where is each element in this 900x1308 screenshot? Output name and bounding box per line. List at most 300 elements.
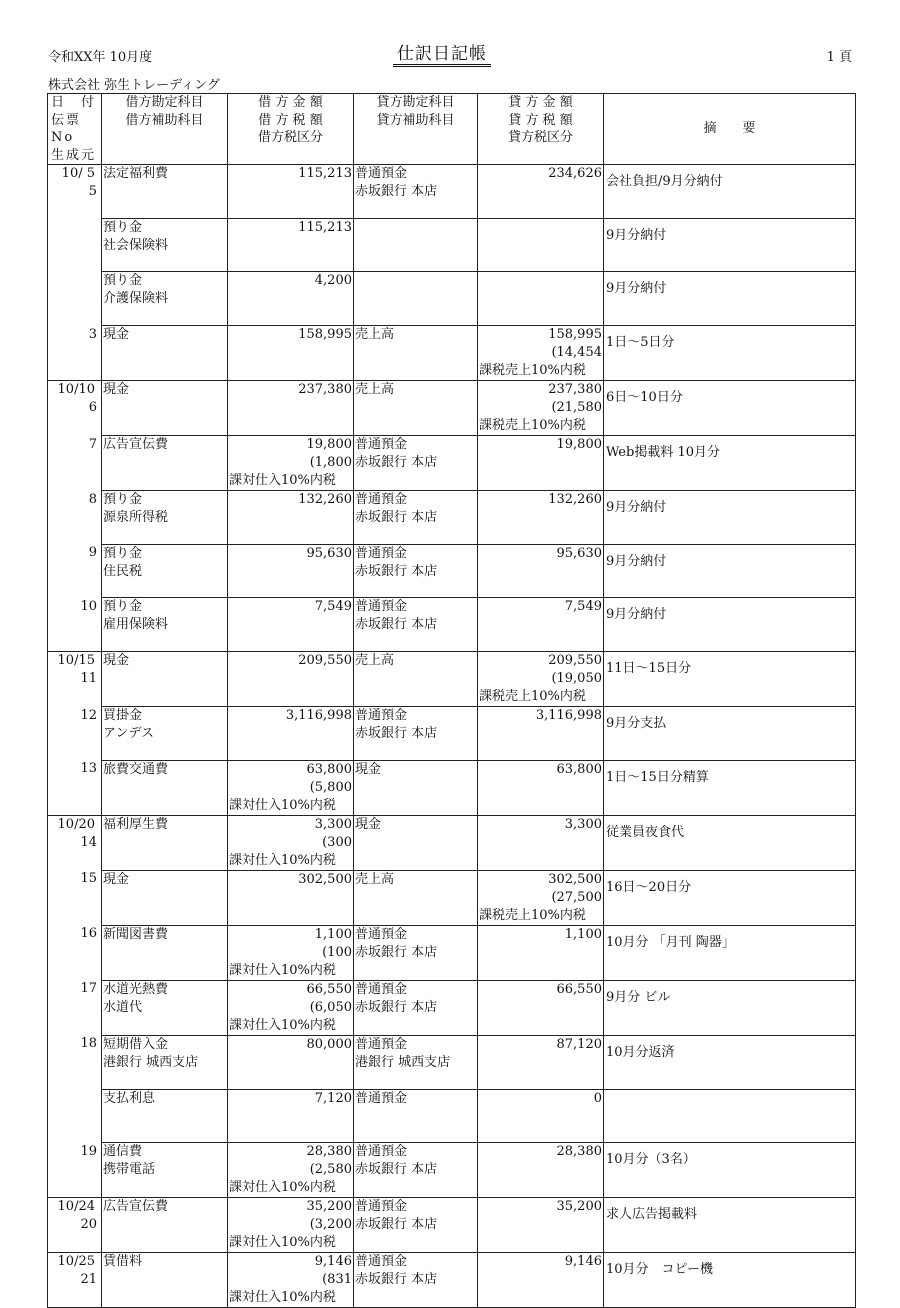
credit-amount-cell — [478, 1089, 604, 1143]
credit-amount: 237,380 — [548, 382, 602, 398]
debit-amount: 4,200 — [314, 273, 352, 289]
credit-account: 普通預金 — [355, 1036, 408, 1052]
memo-text: 10月分（3名） — [606, 1152, 696, 1168]
debit-amount: 63,800 — [306, 761, 352, 777]
header-date-label: 日 付 — [51, 95, 97, 110]
slip-number: 6 — [88, 400, 97, 416]
debit-amount-cell — [228, 491, 354, 545]
credit-account: 売上高 — [355, 382, 395, 398]
credit-account-cell — [354, 381, 478, 436]
table-row — [48, 1089, 856, 1143]
credit-account: 普通預金 — [355, 599, 408, 615]
credit-account-cell — [354, 760, 478, 815]
credit-account-cell — [354, 1198, 478, 1253]
memo-cell — [604, 1143, 856, 1198]
debit-tax-class: 課対仕入10%内税 — [229, 473, 336, 489]
debit-amount-cell — [228, 1143, 354, 1198]
debit-tax: (100 — [322, 944, 352, 960]
table-row — [48, 652, 856, 707]
debit-account-cell — [102, 544, 228, 598]
date-cell — [48, 598, 102, 652]
credit-tax-class: 課税売上10%内税 — [479, 418, 586, 434]
debit-account: 現金 — [103, 382, 130, 398]
credit-account-cell — [354, 980, 478, 1035]
debit-account-cell — [102, 980, 228, 1035]
debit-amount: 7,549 — [314, 599, 352, 615]
date-cell — [48, 760, 102, 815]
date-cell — [48, 436, 102, 491]
table-header-row — [48, 94, 856, 165]
debit-account: 預り金 — [103, 545, 143, 561]
debit-amount: 80,000 — [306, 1036, 352, 1052]
memo-text — [604, 1090, 855, 1098]
header-memo-label: 摘 要 — [703, 121, 756, 137]
credit-amount: 209,550 — [548, 653, 602, 669]
debit-amount: 95,630 — [306, 545, 352, 561]
header-memo — [604, 94, 856, 165]
credit-amount: 158,995 — [548, 327, 602, 343]
credit-sub-account: 赤坂銀行 本店 — [355, 1162, 438, 1178]
date-cell — [48, 381, 102, 436]
debit-amount: 3,116,998 — [285, 708, 352, 724]
header-credit-account — [354, 94, 478, 165]
debit-account: 広告宣伝費 — [103, 437, 169, 453]
slip-number: 10 — [80, 598, 97, 614]
credit-account-cell — [354, 870, 478, 925]
debit-amount-cell — [228, 218, 354, 272]
date-cell — [48, 1035, 102, 1089]
credit-account: 普通預金 — [355, 492, 408, 508]
debit-amount: 302,500 — [298, 871, 352, 887]
header-date — [48, 94, 102, 165]
debit-account: 新聞図書費 — [103, 926, 169, 942]
debit-amount-cell — [228, 1089, 354, 1143]
credit-sub-account: 赤坂銀行 本店 — [355, 726, 438, 742]
credit-amount: 0 — [593, 1090, 602, 1106]
credit-account-cell — [354, 1253, 478, 1308]
debit-amount: 115,213 — [298, 166, 352, 181]
credit-sub-account: 赤坂銀行 本店 — [355, 510, 438, 526]
credit-amount: 9,146 — [564, 1254, 602, 1270]
journal-body — [48, 165, 856, 1308]
memo-text: 6日～10日分 — [606, 390, 683, 406]
debit-amount-cell — [228, 925, 354, 980]
debit-sub-account: 介護保険料 — [103, 291, 169, 307]
header-slip-label: 伝票No — [51, 112, 82, 145]
debit-tax-class: 課対仕入10%内税 — [229, 962, 336, 978]
company-name: 株式会社 弥生トレーディング — [48, 78, 220, 93]
credit-tax: (27,500 — [551, 889, 602, 905]
table-row — [48, 165, 856, 219]
header-credit-amount-label: 貸 方 金 額 — [508, 95, 573, 110]
memo-cell — [604, 598, 856, 652]
memo-cell — [604, 925, 856, 980]
credit-account-cell — [354, 652, 478, 707]
credit-sub-account: 赤坂銀行 本店 — [355, 1272, 438, 1288]
debit-account: 現金 — [103, 653, 130, 669]
credit-account-cell — [354, 218, 478, 272]
entry-date: 10/10 — [57, 382, 95, 398]
credit-account: 普通預金 — [355, 437, 408, 453]
debit-account: 広告宣伝費 — [103, 1199, 169, 1215]
header-debit-amount — [228, 94, 354, 165]
credit-amount-cell — [478, 436, 604, 491]
credit-account: 売上高 — [355, 327, 395, 343]
memo-text: 10月分返済 — [606, 1044, 675, 1060]
slip-number: 21 — [80, 1272, 97, 1288]
debit-amount-cell — [228, 598, 354, 652]
date-cell — [48, 925, 102, 980]
debit-amount-cell — [228, 1198, 354, 1253]
debit-tax-class: 課対仕入10%内税 — [229, 1290, 336, 1306]
header-credit-taxclass-label: 貸方税区分 — [507, 130, 573, 145]
slip-number: 3 — [88, 326, 97, 342]
credit-sub-account: 赤坂銀行 本店 — [355, 1217, 438, 1233]
memo-cell — [604, 1253, 856, 1308]
memo-cell — [604, 1198, 856, 1253]
header-debit-taxclass-label: 借方税区分 — [257, 130, 323, 145]
slip-number: 20 — [80, 1217, 97, 1233]
credit-account: 普通預金 — [355, 981, 408, 997]
debit-sub-account: 源泉所得税 — [103, 510, 169, 526]
debit-tax-class: 課対仕入10%内税 — [229, 1235, 336, 1251]
memo-text: 求人広告掲載料 — [606, 1207, 698, 1223]
table-row — [48, 815, 856, 870]
memo-cell — [604, 436, 856, 491]
slip-number: 12 — [80, 707, 97, 723]
memo-text: 10月分 「月刊 陶器」 — [606, 934, 735, 950]
date-cell — [48, 491, 102, 545]
debit-amount-cell — [228, 1253, 354, 1308]
debit-account: 支払利息 — [103, 1090, 156, 1106]
header-credit-account-label: 貸方勘定科目 — [376, 95, 455, 110]
credit-account: 普通預金 — [355, 545, 408, 561]
credit-amount: 66,550 — [556, 981, 602, 997]
memo-cell — [604, 218, 856, 272]
credit-sub-account: 赤坂銀行 本店 — [355, 455, 438, 471]
debit-amount-cell — [228, 760, 354, 815]
memo-cell — [604, 870, 856, 925]
debit-account: 法定福利費 — [103, 166, 169, 181]
memo-text: 9月分納付 — [606, 500, 667, 516]
table-row — [48, 218, 856, 272]
debit-tax-class: 課対仕入10%内税 — [229, 1180, 336, 1196]
credit-sub-account: 赤坂銀行 本店 — [355, 999, 438, 1015]
credit-amount-cell — [478, 925, 604, 980]
debit-tax: (5,800 — [309, 779, 352, 795]
debit-account-cell — [102, 218, 228, 272]
memo-cell — [604, 652, 856, 707]
debit-account: 賃借料 — [103, 1254, 143, 1270]
date-cell — [48, 544, 102, 598]
credit-amount-cell — [478, 815, 604, 870]
debit-account-cell — [102, 381, 228, 436]
table-row — [48, 980, 856, 1035]
credit-account: 普通預金 — [355, 708, 408, 724]
debit-account: 水道光熱費 — [103, 981, 169, 997]
debit-account-cell — [102, 1198, 228, 1253]
debit-account-cell — [102, 1035, 228, 1089]
credit-amount-cell — [478, 652, 604, 707]
debit-amount: 132,260 — [298, 492, 352, 508]
debit-sub-account: アンデス — [103, 726, 154, 742]
credit-account: 普通預金 — [355, 1199, 408, 1215]
memo-text: 従業員夜食代 — [606, 824, 685, 840]
debit-amount-cell — [228, 165, 354, 219]
debit-account: 預り金 — [103, 273, 143, 289]
slip-number: 8 — [88, 491, 97, 507]
debit-tax-class: 課対仕入10%内税 — [229, 852, 336, 868]
credit-account: 普通預金 — [355, 1090, 408, 1106]
memo-text: 1日～15日分精算 — [606, 769, 709, 785]
debit-amount-cell — [228, 381, 354, 436]
credit-amount-cell — [478, 491, 604, 545]
credit-account-cell — [354, 598, 478, 652]
memo-text: 9月分納付 — [606, 607, 667, 623]
debit-account-cell — [102, 1143, 228, 1198]
header-source-label: 生成元 — [51, 147, 97, 163]
credit-account-cell — [354, 491, 478, 545]
page-number: 1 頁 — [826, 50, 852, 65]
debit-account: 通信費 — [103, 1144, 143, 1160]
debit-amount-cell — [228, 870, 354, 925]
header-debit-amount-label: 借 方 金 額 — [258, 95, 323, 110]
debit-account-cell — [102, 707, 228, 761]
debit-amount: 66,550 — [306, 981, 352, 997]
journal-table — [47, 93, 856, 1308]
date-cell — [48, 218, 102, 272]
credit-amount: 302,500 — [548, 871, 602, 887]
date-cell — [48, 272, 102, 326]
credit-account-cell — [354, 436, 478, 491]
credit-amount-cell — [478, 1253, 604, 1308]
header-debit-sub-label: 借方補助科目 — [125, 112, 204, 128]
credit-amount-cell — [478, 544, 604, 598]
table-row — [48, 870, 856, 925]
debit-sub-account: 港銀行 城西支店 — [103, 1054, 199, 1070]
date-cell — [48, 707, 102, 761]
credit-sub-account: 赤坂銀行 本店 — [355, 563, 438, 579]
header-debit-account — [102, 94, 228, 165]
debit-amount: 7,120 — [314, 1090, 352, 1106]
credit-account-cell — [354, 326, 478, 381]
period-label: 令和XX年 10月度 — [48, 50, 153, 65]
debit-amount-cell — [228, 326, 354, 381]
table-row — [48, 326, 856, 381]
table-row — [48, 1035, 856, 1089]
credit-account-cell — [354, 165, 478, 219]
slip-number: 15 — [80, 871, 97, 887]
memo-cell — [604, 491, 856, 545]
debit-account: 福利厚生費 — [103, 816, 169, 832]
debit-amount: 115,213 — [298, 219, 352, 235]
credit-account-cell — [354, 1089, 478, 1143]
entry-date: 10/ 5 — [61, 166, 95, 181]
credit-account-cell — [354, 272, 478, 326]
credit-amount: 28,380 — [556, 1144, 602, 1160]
debit-amount-cell — [228, 436, 354, 491]
memo-text: 16日～20日分 — [606, 879, 692, 895]
date-cell — [48, 1089, 102, 1143]
table-row — [48, 1143, 856, 1198]
credit-amount-cell — [478, 272, 604, 326]
debit-amount-cell — [228, 1035, 354, 1089]
credit-amount: 7,549 — [564, 599, 602, 615]
credit-amount: 3,300 — [564, 816, 602, 832]
debit-amount: 237,380 — [298, 382, 352, 398]
credit-amount: 87,120 — [556, 1036, 602, 1052]
debit-account-cell — [102, 598, 228, 652]
debit-account-cell — [102, 436, 228, 491]
credit-amount-cell — [478, 760, 604, 815]
entry-date: 10/25 — [57, 1254, 95, 1270]
memo-cell — [604, 760, 856, 815]
slip-number: 11 — [80, 671, 97, 687]
credit-account-cell — [354, 1035, 478, 1089]
credit-tax-class: 課税売上10%内税 — [479, 689, 586, 705]
credit-amount: 95,630 — [556, 545, 602, 561]
debit-account-cell — [102, 815, 228, 870]
date-cell — [48, 1198, 102, 1253]
debit-tax: (1,800 — [309, 455, 352, 471]
debit-amount: 35,200 — [306, 1199, 352, 1215]
debit-sub-account: 社会保険料 — [103, 237, 169, 253]
credit-tax: (14,454 — [551, 345, 602, 361]
debit-tax: (6,050 — [309, 999, 352, 1015]
debit-amount-cell — [228, 272, 354, 326]
credit-account-cell — [354, 925, 478, 980]
credit-amount-cell — [478, 870, 604, 925]
memo-text: 9月分納付 — [606, 553, 667, 569]
credit-amount-cell — [478, 218, 604, 272]
table-row — [48, 760, 856, 815]
credit-account: 現金 — [355, 816, 382, 832]
credit-amount-cell — [478, 1198, 604, 1253]
debit-account-cell — [102, 272, 228, 326]
credit-sub-account: 赤坂銀行 本店 — [355, 617, 438, 633]
credit-account-cell — [354, 544, 478, 598]
date-cell — [48, 1143, 102, 1198]
credit-amount-cell — [478, 1035, 604, 1089]
slip-number: 14 — [80, 834, 97, 850]
credit-account-cell — [354, 815, 478, 870]
debit-amount-cell — [228, 815, 354, 870]
debit-tax: (3,200 — [309, 1217, 352, 1233]
slip-number: 5 — [88, 184, 97, 199]
memo-text: 9月分納付 — [606, 281, 667, 297]
credit-amount-cell — [478, 165, 604, 219]
credit-amount: 35,200 — [556, 1199, 602, 1215]
credit-account-cell — [354, 707, 478, 761]
debit-account: 預り金 — [103, 492, 143, 508]
credit-tax-class: 課税売上10%内税 — [479, 363, 586, 379]
debit-account: 預り金 — [103, 599, 143, 615]
header-credit-amount — [478, 94, 604, 165]
credit-amount: 63,800 — [556, 761, 602, 777]
credit-account: 売上高 — [355, 653, 395, 669]
credit-amount-cell — [478, 980, 604, 1035]
credit-amount-cell — [478, 707, 604, 761]
debit-account: 短期借入金 — [103, 1036, 169, 1052]
memo-cell — [604, 815, 856, 870]
memo-text: 9月分納付 — [606, 227, 667, 243]
credit-sub-account: 赤坂銀行 本店 — [355, 944, 438, 960]
table-row — [48, 1198, 856, 1253]
credit-amount-cell — [478, 381, 604, 436]
table-row — [48, 598, 856, 652]
credit-account-cell — [354, 1143, 478, 1198]
memo-cell — [604, 272, 856, 326]
memo-cell — [604, 544, 856, 598]
debit-tax: (2,580 — [309, 1162, 352, 1178]
debit-tax: (831 — [322, 1272, 352, 1288]
credit-account: 普通預金 — [355, 166, 408, 181]
memo-cell — [604, 381, 856, 436]
slip-number: 19 — [80, 1143, 97, 1159]
debit-account: 預り金 — [103, 219, 143, 235]
table-row — [48, 544, 856, 598]
credit-account: 普通預金 — [355, 926, 408, 942]
debit-amount: 209,550 — [298, 653, 352, 669]
header-debit-tax-label: 借 方 税 額 — [258, 112, 323, 128]
date-cell — [48, 326, 102, 381]
debit-sub-account: 携帯電話 — [103, 1162, 156, 1178]
memo-text: 9月分支払 — [606, 716, 667, 732]
debit-account-cell — [102, 491, 228, 545]
debit-account-cell — [102, 1089, 228, 1143]
memo-cell — [604, 707, 856, 761]
credit-amount-cell — [478, 326, 604, 381]
credit-amount: 234,626 — [548, 166, 602, 181]
table-row — [48, 491, 856, 545]
debit-account-cell — [102, 165, 228, 219]
table-row — [48, 272, 856, 326]
slip-number: 18 — [80, 1036, 97, 1052]
debit-amount-cell — [228, 544, 354, 598]
credit-tax: (21,580 — [551, 400, 602, 416]
debit-account-cell — [102, 760, 228, 815]
debit-sub-account: 住民税 — [103, 563, 143, 579]
header-debit-account-label: 借方勘定科目 — [125, 95, 204, 110]
credit-sub-account: 赤坂銀行 本店 — [355, 184, 438, 199]
debit-amount-cell — [228, 980, 354, 1035]
table-row — [48, 1253, 856, 1308]
memo-text: 会社負担/9月分納付 — [606, 174, 723, 189]
header-credit-tax-label: 貸 方 税 額 — [508, 112, 573, 128]
debit-account-cell — [102, 925, 228, 980]
memo-text: 9月分 ビル — [606, 989, 671, 1005]
debit-amount: 158,995 — [298, 327, 352, 343]
credit-sub-account: 港銀行 城西支店 — [355, 1054, 451, 1070]
credit-account: 普通預金 — [355, 1144, 408, 1160]
header-credit-sub-label: 貸方補助科目 — [376, 112, 455, 128]
debit-tax: (300 — [322, 834, 352, 850]
date-cell — [48, 980, 102, 1035]
memo-cell — [604, 1035, 856, 1089]
slip-number: 9 — [88, 545, 97, 561]
credit-amount: 1,100 — [564, 926, 602, 942]
debit-amount: 9,146 — [314, 1254, 352, 1270]
entry-date: 10/24 — [57, 1199, 95, 1215]
date-cell — [48, 815, 102, 870]
slip-number: 13 — [80, 761, 97, 777]
table-row — [48, 925, 856, 980]
credit-amount: 19,800 — [556, 437, 602, 453]
debit-account-cell — [102, 652, 228, 707]
credit-amount-cell — [478, 598, 604, 652]
date-cell — [48, 1253, 102, 1308]
credit-amount: 132,260 — [548, 492, 602, 508]
